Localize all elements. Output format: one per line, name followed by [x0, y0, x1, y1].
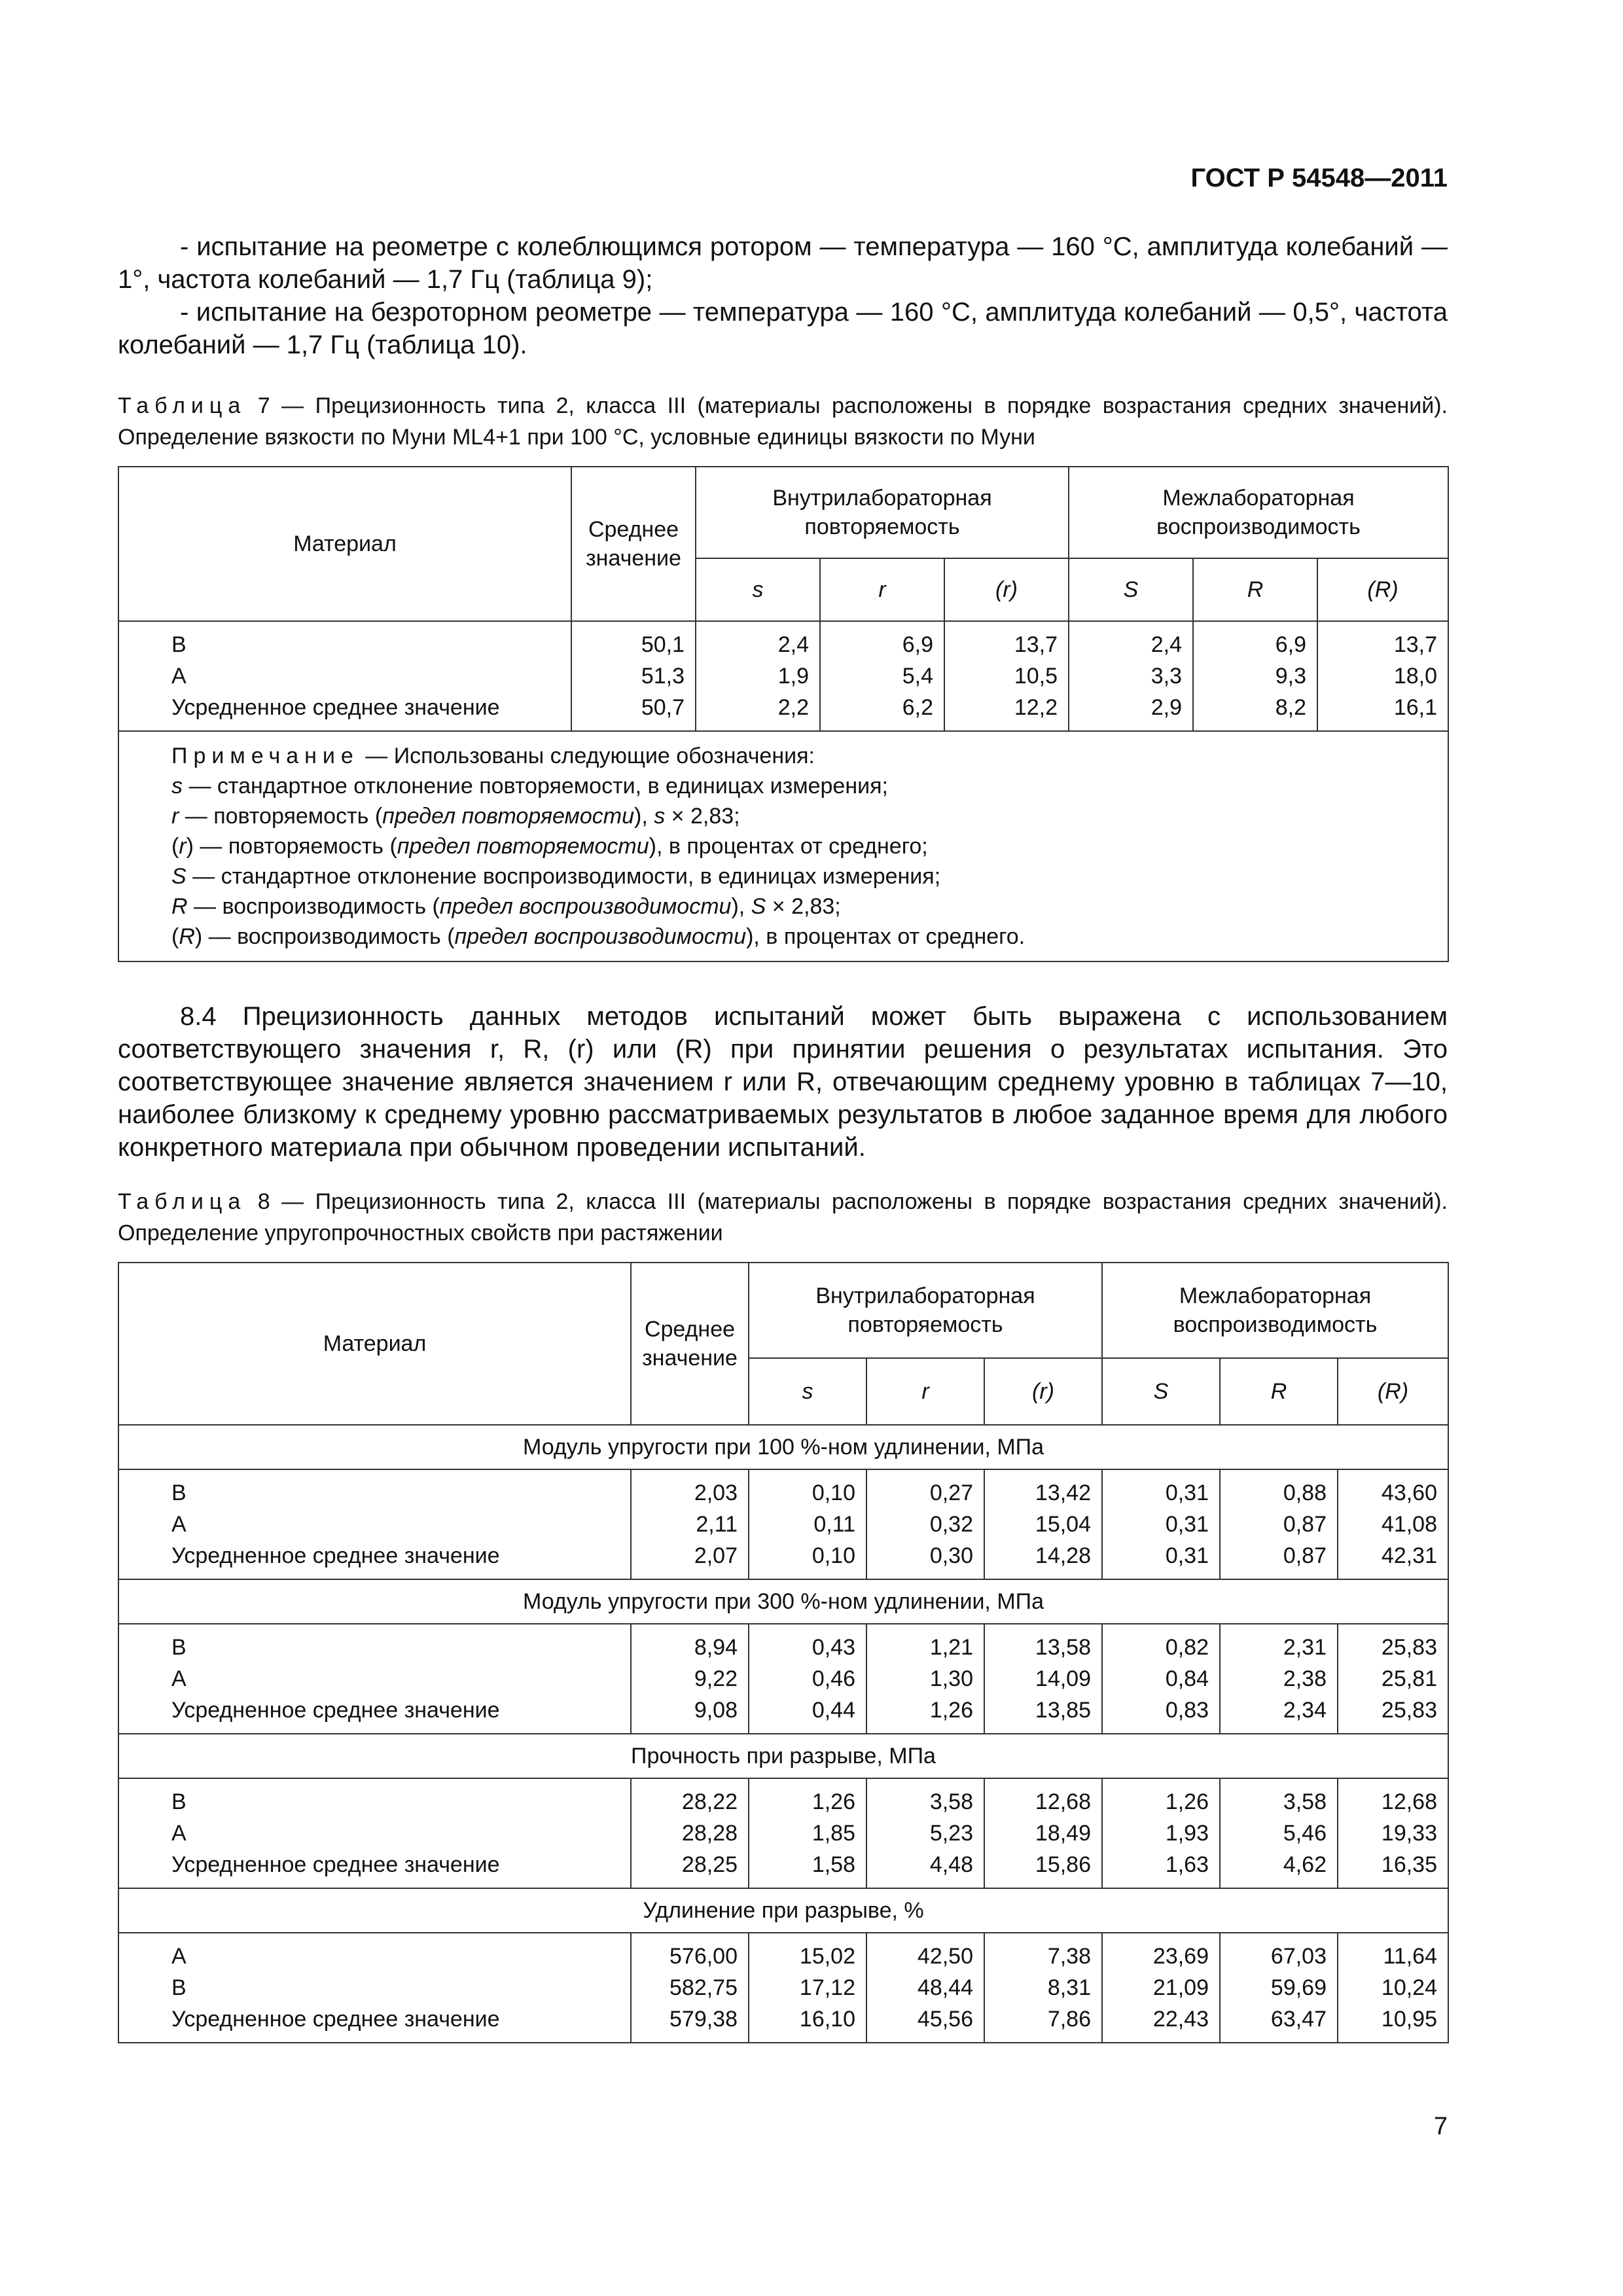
table8-cell-material: В [171, 1480, 187, 1505]
table8-header-S: S [1153, 1379, 1169, 1404]
table7-cell-r-pct: 13,7 [1014, 632, 1058, 657]
table8-cell-r-pct: 13,42 [1035, 1480, 1091, 1505]
note-line: ), в процентах от среднего. [746, 924, 1026, 949]
table8-cell-material: В [171, 1975, 187, 2000]
table8-cell-material: Усредненное среднее значение [171, 1852, 500, 1877]
note-symbol: s [171, 774, 183, 798]
table8-caption-text: 8 — Прецизионность типа 2, класса III (материалы расположены в порядке возрастания средних значений). Определение упругопрочностных свойств при растяжении [118, 1189, 1448, 1246]
table8-column-S [1102, 1933, 1220, 2043]
note-symbol: R [179, 924, 195, 949]
table8-cell-S: 0,82 [1165, 1635, 1209, 1660]
table8-cell-R-pct: 11,64 [1383, 1944, 1437, 1969]
table8-cell-r-pct: 14,09 [1035, 1666, 1091, 1691]
table8-column-r-pct [984, 1624, 1102, 1734]
table8-column-r [866, 1933, 984, 2043]
table8-cell-r: 48,44 [917, 1975, 973, 2000]
note-italic: предел воспроизводимости [439, 894, 732, 919]
paragraph-8-4-text: 8.4 Прецизионность данных методов испытаний может быть выражена с использованием соответствующего значения r, R, (r) или (R) при принятии решения о результатах испытания. Это соответствующее значение является значением r или R, отвечающим среднему уровню в таблицах 7—10, наиболее близкому к среднему уровню рассматриваемых результатов в любое заданное время для любого конкретного материала при обычном проведении испытаний. [118, 1002, 1448, 1162]
note-italic: предел повторяемости [382, 804, 634, 829]
table8-column-material [118, 1624, 631, 1734]
table8-cell-mean: 2,07 [694, 1543, 738, 1568]
table8-cell-r: 1,26 [929, 1698, 973, 1723]
table8-column-material [118, 1778, 631, 1888]
table8-cell-r-pct: 7,38 [1047, 1944, 1091, 1969]
note-line: ), в процентах от среднего; [649, 834, 928, 859]
table8-cell-r: 1,30 [929, 1666, 973, 1691]
table8-cell-r-pct: 8,31 [1047, 1975, 1091, 2000]
intro-text [118, 230, 1448, 361]
table8-column-S [1102, 1778, 1220, 1888]
table8-cell-R: 67,03 [1270, 1944, 1327, 1969]
table8-cell-r-pct: 14,28 [1035, 1543, 1091, 1568]
table8-cell-mean: 2,11 [696, 1512, 738, 1537]
table8-cell-S: 1,63 [1165, 1852, 1209, 1877]
table7-header-S: S [1123, 577, 1139, 602]
table8-cell-R: 0,88 [1283, 1480, 1327, 1505]
table8-section-title: Прочность при разрыве, МПа [118, 1734, 1448, 1778]
table8-cell-R-pct: 25,83 [1381, 1635, 1437, 1660]
table8-cell-S: 1,26 [1165, 1789, 1209, 1814]
table8-cell-mean: 28,25 [681, 1852, 738, 1877]
table8-section-row [118, 1888, 1448, 1933]
table8-column-r [866, 1469, 984, 1579]
table7-cell-R-pct: 16,1 [1393, 695, 1437, 720]
table8-header-material: Материал [118, 1263, 631, 1425]
table7-cell-R-pct: 13,7 [1393, 632, 1437, 657]
table8-body [118, 1425, 1448, 2043]
table8-cell-R: 2,38 [1283, 1666, 1327, 1691]
table8 [118, 1262, 1449, 2043]
table7-note [118, 731, 1448, 961]
table7-caption [118, 390, 1448, 453]
table7-cell-R: 9,3 [1275, 664, 1306, 689]
table7-note-title-word: Примечание [171, 744, 359, 768]
note-line: ), [634, 804, 654, 829]
table8-column-material [118, 1469, 631, 1579]
table8-cell-R: 0,87 [1283, 1543, 1327, 1568]
table7-cell-material: А [171, 664, 187, 689]
table8-cell-S: 23,69 [1152, 1944, 1209, 1969]
table8-column-r-pct [984, 1778, 1102, 1888]
table8-column-s [749, 1933, 866, 2043]
table8-cell-r: 4,48 [929, 1852, 973, 1877]
page-number: 7 [1433, 2113, 1448, 2140]
table8-cell-s: 0,44 [812, 1698, 855, 1723]
table7-cell-r: 6,9 [902, 632, 933, 657]
table8-cell-R-pct: 12,68 [1381, 1789, 1437, 1814]
table8-column-R [1220, 1469, 1338, 1579]
table8-cell-r-pct: 15,86 [1035, 1852, 1091, 1877]
table8-section-row [118, 1734, 1448, 1778]
table8-cell-S: 21,09 [1152, 1975, 1209, 2000]
table8-cell-s: 0,10 [812, 1480, 855, 1505]
table8-cell-s: 0,46 [812, 1666, 855, 1691]
table8-cell-mean: 582,75 [669, 1975, 738, 2000]
table8-cell-R-pct: 10,95 [1381, 2007, 1437, 2032]
table8-cell-material: А [171, 1944, 187, 1969]
table8-column-r [866, 1778, 984, 1888]
table8-section-title: Модуль упругости при 100 %-ном удлинении, МПа [118, 1425, 1448, 1469]
table8-cell-R: 63,47 [1270, 2007, 1327, 2032]
note-line: ) — воспроизводимость ( [194, 924, 455, 949]
table8-cell-mean: 579,38 [669, 2007, 738, 2032]
table8-caption-word: Таблица [118, 1189, 247, 1214]
table7-cell-material: Усредненное среднее значение [171, 695, 500, 720]
table8-column-R [1220, 1778, 1338, 1888]
note-symbol: s [654, 804, 666, 829]
table8-cell-S: 1,93 [1165, 1821, 1209, 1846]
table8-column-r [866, 1624, 984, 1734]
table7-cell-R: 6,9 [1275, 632, 1306, 657]
table7-cell-r: 5,4 [902, 664, 933, 689]
table8-cell-mean: 576,00 [669, 1944, 738, 1969]
table8-cell-R: 3,58 [1283, 1789, 1327, 1814]
table7-cell-S: 3,3 [1150, 664, 1182, 689]
table8-cell-R-pct: 19,33 [1381, 1821, 1437, 1846]
table8-cell-R-pct: 42,31 [1381, 1543, 1437, 1568]
table8-cell-R-pct: 25,81 [1381, 1666, 1437, 1691]
table8-cell-mean: 28,22 [681, 1789, 738, 1814]
table8-cell-r-pct: 15,04 [1035, 1512, 1091, 1537]
table7-cell-r-pct: 10,5 [1014, 664, 1058, 689]
note-line: ( [171, 834, 179, 859]
table7-cell-s: 2,4 [777, 632, 809, 657]
table8-cell-R-pct: 10,24 [1381, 1975, 1437, 2000]
table8-data-row [118, 1933, 1448, 2043]
table8-column-S [1102, 1624, 1220, 1734]
table8-column-mean [631, 1469, 749, 1579]
table7-header-R-pct: (R) [1367, 577, 1399, 602]
table8-cell-S: 22,43 [1152, 2007, 1209, 2032]
table8-cell-s: 15,02 [799, 1944, 855, 1969]
table8-cell-r: 5,23 [929, 1821, 973, 1846]
table8-column-s [749, 1778, 866, 1888]
table8-cell-mean: 28,28 [681, 1821, 738, 1846]
table8-header-mean: Среднее значение [631, 1263, 749, 1425]
intro-bullet-1: - испытание на реометре с колеблющимся ротором — температура — 160 °С, амплитуда колебаний — 1°, частота колебаний — 1,7 Гц (таблица 9); [118, 232, 1448, 294]
table8-header-r-pct: (r) [1032, 1379, 1054, 1404]
table8-column-mean [631, 1624, 749, 1734]
table8-header-between: Межлабораторная воспроизводимость [1102, 1263, 1448, 1358]
note-symbol: S [171, 864, 187, 889]
table8-column-R-pct [1338, 1624, 1448, 1734]
table8-cell-S: 0,31 [1165, 1512, 1209, 1537]
table8-header-R-pct: (R) [1377, 1379, 1409, 1404]
table8-column-material [118, 1933, 631, 2043]
table8-column-R-pct [1338, 1778, 1448, 1888]
table7-header-within: Внутрилабораторная повторяемость [696, 467, 1069, 558]
table8-column-r-pct [984, 1469, 1102, 1579]
note-italic: предел воспроизводимости [454, 924, 747, 949]
table8-cell-mean: 8,94 [694, 1635, 738, 1660]
table8-cell-material: А [171, 1666, 187, 1691]
table8-header-R: R [1270, 1379, 1287, 1404]
table8-cell-R: 2,34 [1283, 1698, 1327, 1723]
table7-data-row [118, 621, 1448, 731]
table8-cell-material: В [171, 1789, 187, 1814]
table7-header-r: r [878, 577, 886, 602]
table8-cell-s: 17,12 [799, 1975, 855, 2000]
table8-cell-R: 0,87 [1283, 1512, 1327, 1537]
table8-cell-material: Усредненное среднее значение [171, 2007, 500, 2032]
table8-cell-R-pct: 25,83 [1381, 1698, 1437, 1723]
table8-cell-R-pct: 16,35 [1381, 1852, 1437, 1877]
table8-cell-s: 1,58 [812, 1852, 855, 1877]
table8-cell-s: 1,85 [812, 1821, 855, 1846]
table8-column-R [1220, 1624, 1338, 1734]
table7-cell-R: 8,2 [1275, 695, 1306, 720]
table8-cell-R: 59,69 [1270, 1975, 1327, 2000]
intro-bullet-2: - испытание на безроторном реометре — температура — 160 °С, амплитуда колебаний — 0,5°, частота колебаний — 1,7 Гц (таблица 10). [118, 298, 1448, 359]
table7-header-r-pct: (r) [995, 577, 1018, 602]
table7-cell-R-pct: 18,0 [1393, 664, 1437, 689]
table8-cell-S: 0,83 [1165, 1698, 1209, 1723]
table7-header-s: s [752, 577, 764, 602]
note-symbol: R [171, 894, 188, 919]
table8-column-mean [631, 1778, 749, 1888]
table8-column-R-pct [1338, 1933, 1448, 2043]
table7 [118, 466, 1449, 962]
table8-cell-mean: 9,08 [694, 1698, 738, 1723]
note-italic: предел повторяемости [397, 834, 649, 859]
table8-cell-mean: 9,22 [694, 1666, 738, 1691]
table8-data-row [118, 1624, 1448, 1734]
table8-section-title: Модуль упругости при 300 %-ном удлинении, МПа [118, 1579, 1448, 1624]
table8-cell-material: А [171, 1512, 187, 1537]
note-line: ( [171, 924, 179, 949]
table7-cell-mean: 50,1 [641, 632, 685, 657]
table8-cell-s: 16,10 [799, 2007, 855, 2032]
table8-cell-s: 0,43 [812, 1635, 855, 1660]
table7-header-material: Материал [118, 467, 571, 621]
table8-cell-R-pct: 41,08 [1381, 1512, 1437, 1537]
table8-cell-s: 1,26 [812, 1789, 855, 1814]
table8-cell-r-pct: 18,49 [1035, 1821, 1091, 1846]
note-symbol: S [751, 894, 766, 919]
table8-column-mean [631, 1933, 749, 2043]
table8-caption [118, 1186, 1448, 1249]
table8-column-S [1102, 1469, 1220, 1579]
table8-column-R-pct [1338, 1469, 1448, 1579]
table8-cell-r-pct: 12,68 [1035, 1789, 1091, 1814]
table8-cell-mean: 2,03 [694, 1480, 738, 1505]
note-symbol: r [179, 834, 187, 859]
table7-cell-S: 2,9 [1150, 695, 1182, 720]
table7-cell-s: 1,9 [777, 664, 809, 689]
table7-header-mean: Среднее значение [571, 467, 696, 621]
table7-cell-r-pct: 12,2 [1014, 695, 1058, 720]
table8-section-row [118, 1425, 1448, 1469]
paragraph-8-4 [118, 1000, 1448, 1164]
table8-cell-r: 3,58 [929, 1789, 973, 1814]
table8-column-s [749, 1624, 866, 1734]
note-line: — стандартное отклонение воспроизводимости, в единицах измерения; [186, 864, 941, 889]
table8-cell-s: 0,10 [812, 1543, 855, 1568]
table7-cell-mean: 51,3 [641, 664, 685, 689]
table7-cell-S: 2,4 [1150, 632, 1182, 657]
table7-caption-word: Таблица [118, 393, 247, 418]
table8-cell-S: 0,31 [1165, 1480, 1209, 1505]
note-line: — повторяемость ( [179, 804, 383, 829]
table8-cell-material: Усредненное среднее значение [171, 1698, 500, 1723]
table8-data-row [118, 1778, 1448, 1888]
note-line: × 2,83; [766, 894, 841, 919]
table8-cell-r-pct: 13,58 [1035, 1635, 1091, 1660]
table7-cell-r: 6,2 [902, 695, 933, 720]
table8-header-within: Внутрилабораторная повторяемость [749, 1263, 1102, 1358]
table8-cell-material: А [171, 1821, 187, 1846]
table8-cell-r-pct: 13,85 [1035, 1698, 1091, 1723]
table8-column-R [1220, 1933, 1338, 2043]
note-symbol: r [171, 804, 179, 829]
table8-cell-r: 0,27 [929, 1480, 973, 1505]
document-id-header: ГОСТ Р 54548—2011 [1190, 164, 1448, 192]
table8-cell-r: 0,32 [929, 1512, 973, 1537]
table7-header-between: Межлабораторная воспроизводимость [1069, 467, 1448, 558]
table8-cell-S: 0,84 [1165, 1666, 1209, 1691]
table7-cell-s: 2,2 [777, 695, 809, 720]
table8-column-s [749, 1469, 866, 1579]
table8-section-row [118, 1579, 1448, 1624]
table8-section-title: Удлинение при разрыве, % [118, 1888, 1448, 1933]
table7-caption-text: 7 — Прецизионность типа 2, класса III (материалы расположены в порядке возрастания средних значений). Определение вязкости по Муни ML4+1 при 100 °С, условные единицы вязкости по Муни [118, 393, 1448, 450]
table8-data-row [118, 1469, 1448, 1579]
note-line: — воспроизводимость ( [187, 894, 440, 919]
table7-note-title: — Использованы следующие обозначения: [359, 744, 815, 768]
table8-header-s: s [802, 1379, 813, 1404]
table8-cell-r: 45,56 [917, 2007, 973, 2032]
table8-header-r: r [921, 1379, 929, 1404]
table8-cell-R: 5,46 [1283, 1821, 1327, 1846]
table8-column-r-pct [984, 1933, 1102, 2043]
table8-cell-r: 42,50 [917, 1944, 973, 1969]
table8-cell-R-pct: 43,60 [1381, 1480, 1437, 1505]
table7-cell-mean: 50,7 [641, 695, 685, 720]
note-line: ), [731, 894, 751, 919]
table8-cell-material: Усредненное среднее значение [171, 1543, 500, 1568]
note-line: ) — повторяемость ( [186, 834, 397, 859]
note-line: × 2,83; [665, 804, 740, 829]
table8-cell-r: 1,21 [929, 1635, 973, 1660]
table7-header-R: R [1247, 577, 1264, 602]
table8-cell-material: В [171, 1635, 187, 1660]
note-line: — стандартное отклонение повторяемости, в единицах измерения; [183, 774, 888, 798]
table7-cell-material: В [171, 632, 187, 657]
table8-cell-s: 0,11 [813, 1512, 855, 1537]
table8-cell-R: 4,62 [1283, 1852, 1327, 1877]
table8-cell-S: 0,31 [1165, 1543, 1209, 1568]
table8-cell-r: 0,30 [929, 1543, 973, 1568]
table8-cell-r-pct: 7,86 [1047, 2007, 1091, 2032]
table8-cell-R: 2,31 [1283, 1635, 1327, 1660]
